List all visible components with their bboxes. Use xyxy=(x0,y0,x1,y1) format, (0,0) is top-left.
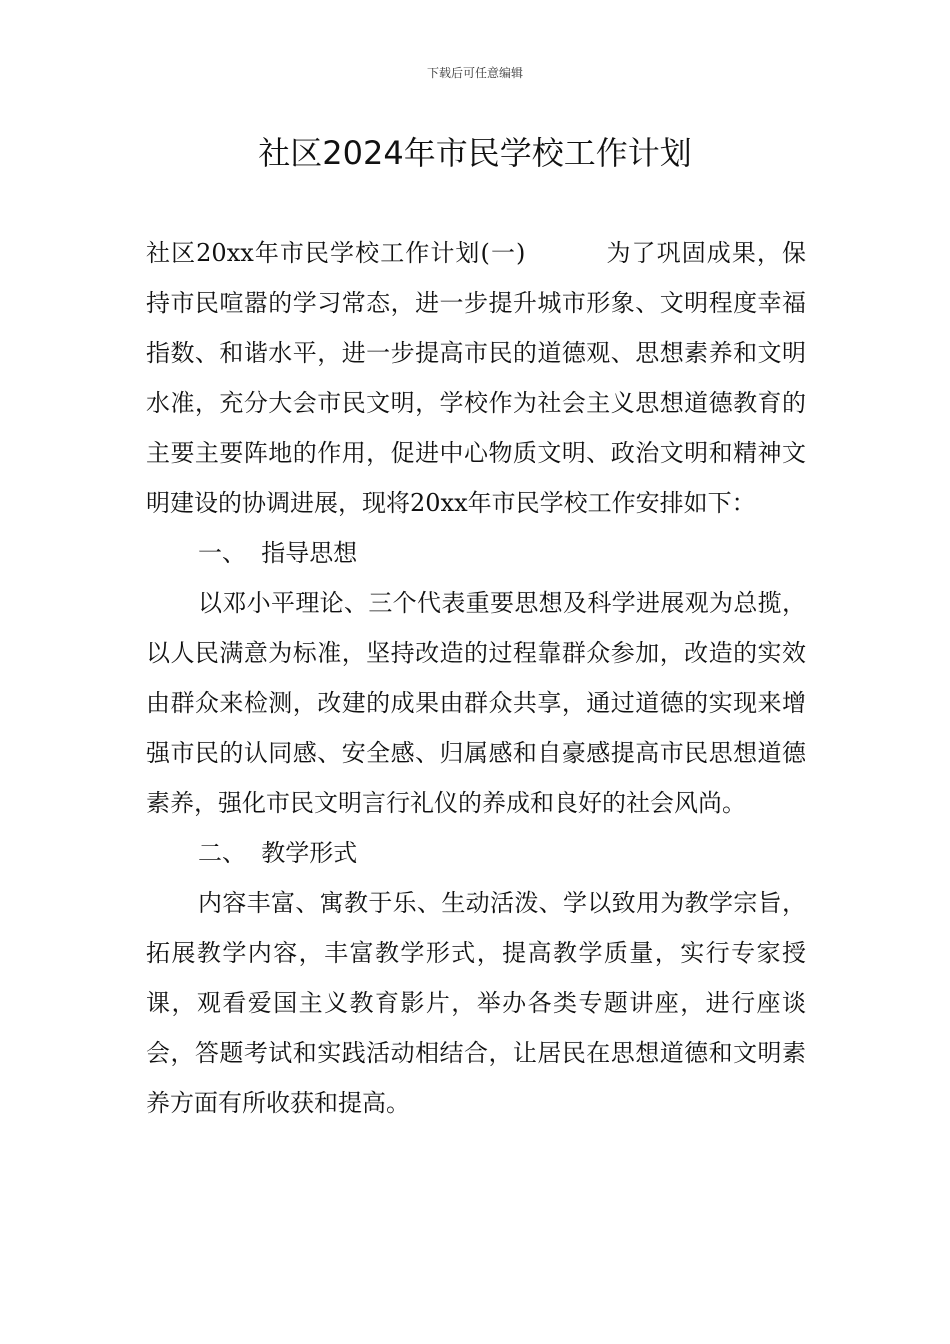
page-header-note: 下载后可任意编辑 xyxy=(426,66,523,80)
section-heading-1 xyxy=(146,528,806,578)
section-paragraph-2: 内容丰富、寓教于乐、生动活泼、学以致用为教学宗旨，拓展教学内容，丰富教学形式，提高教学质量，实行专家授课，观看爱国主义教育影片，举办各类专题讲座，进行座谈会，答题考试和实践活动相结合，让居民在思想道德和文明素养方面有所收获和提高。 xyxy=(146,889,806,1117)
document-title: 社区2024年市民学校工作计划 xyxy=(258,134,692,172)
document-body xyxy=(146,228,806,1128)
intro-doc-label: 社区20xx年市民学校工作计划(一) xyxy=(146,239,526,267)
section-number-1: 一、 xyxy=(198,539,246,567)
intro-text: 为了巩固成果，保持市民喧嚣的学习常态，进一步提升城市形象、文明程度幸福指数、和谐水平，进一步提高市民的道德观、思想素养和文明水准，充分大会市民文明，学校作为社会主义思想道德教育的主要主要阵地的作用，促进中心物质文明、政治文明和精神文明建设的协调进展，现将20xx年市民学校工作安排如下： xyxy=(146,239,806,517)
section-heading-2 xyxy=(146,828,806,878)
intro-paragraph xyxy=(146,228,806,528)
section-title-1: 指导思想 xyxy=(261,539,358,567)
section-title-2: 教学形式 xyxy=(261,839,358,867)
section-number-2: 二、 xyxy=(198,839,246,867)
section-paragraph-1: 以邓小平理论、三个代表重要思想及科学进展观为总揽，以人民满意为标准，坚持改造的过程靠群众参加，改造的实效由群众来检测，改建的成果由群众共享，通过道德的实现来增强市民的认同感、安全感、归属感和自豪感提高市民思想道德素养，强化市民文明言行礼仪的养成和良好的社会风尚。 xyxy=(146,589,806,817)
